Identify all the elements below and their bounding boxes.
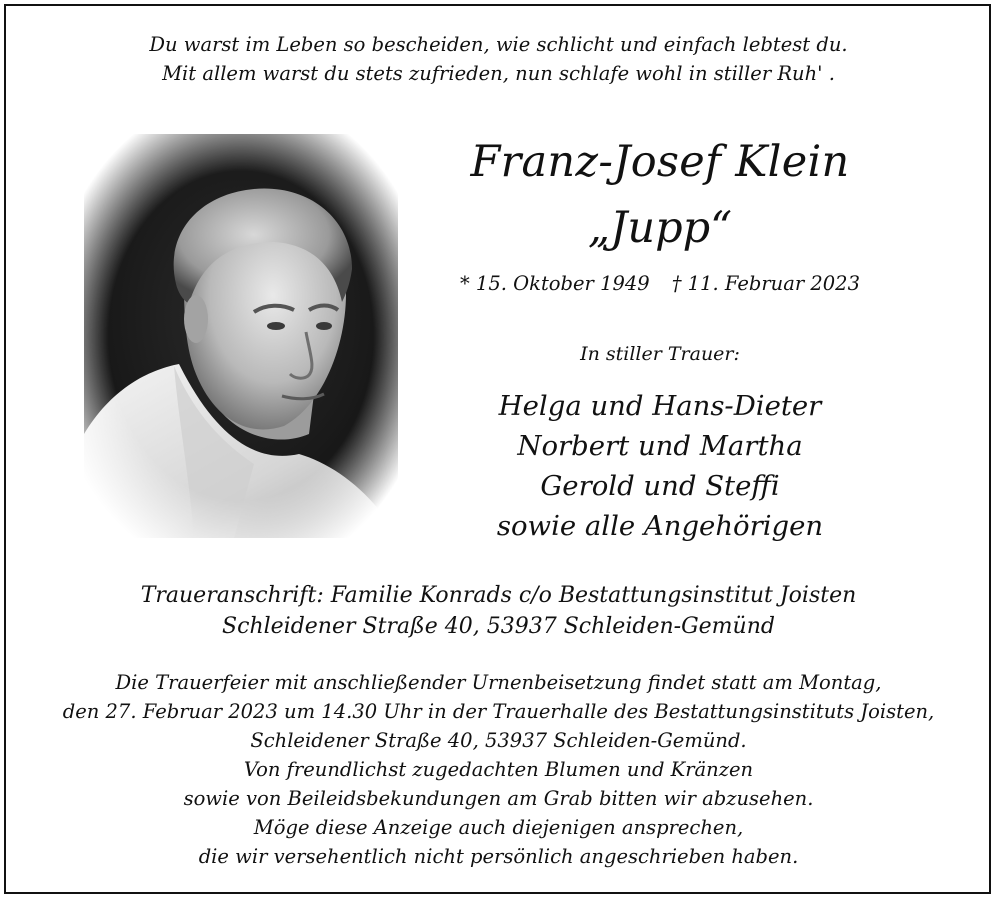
notice-line: den 27. Februar 2023 um 14.30 Uhr in der Trauerhalle des Bestattungsinstituts Joisten, [62,700,935,723]
poem-line: Du warst im Leben so bescheiden, wie schlicht und einfach lebtest du. [149,33,848,56]
mourner-line: Norbert und Martha [517,430,803,462]
poem-line: Mit allem warst du stets zufrieden, nun schlafe wohl in stiller Ruh' . [162,62,835,85]
portrait-illustration [84,134,398,538]
birth-date: * 15. Oktober 1949 [459,272,650,295]
notice-line: Schleidener Straße 40, 53937 Schleiden-Gemünd. [250,729,747,752]
mourner-line: sowie alle Angehörigen [496,510,824,542]
death-date: † 11. Februar 2023 [671,272,860,295]
notice-line: Möge diese Anzeige auch diejenigen ansprechen, [253,816,744,839]
memorial-poem [0,30,997,88]
funeral-notice [0,668,997,871]
address-line: Traueranschrift: Familie Konrads c/o Bestattungsinstitut Joisten [140,583,857,608]
notice-line: Die Trauerfeier mit anschließender Urnenbeisetzung findet statt am Montag, [115,671,882,694]
portrait-photo [84,134,398,538]
mourners-list [430,386,890,546]
mourner-line: Helga und Hans-Dieter [498,390,822,422]
deceased-name: Franz-Josef Klein [470,137,850,187]
notice-line: Von freundlichst zugedachten Blumen und Kränzen [243,758,754,781]
mourner-line: Gerold und Steffi [540,470,780,502]
notice-line: sowie von Beileidsbekundungen am Grab bitten wir abzusehen. [183,787,814,810]
life-dates [430,270,890,298]
notice-line: die wir versehentlich nicht persönlich angeschrieben haben. [198,845,799,868]
mourners-label: In stiller Trauer: [580,343,740,365]
address-line: Schleidener Straße 40, 53937 Schleiden-Gemünd [222,614,775,639]
mourning-address [0,580,997,642]
deceased-nickname: „Jupp“ [587,203,733,253]
